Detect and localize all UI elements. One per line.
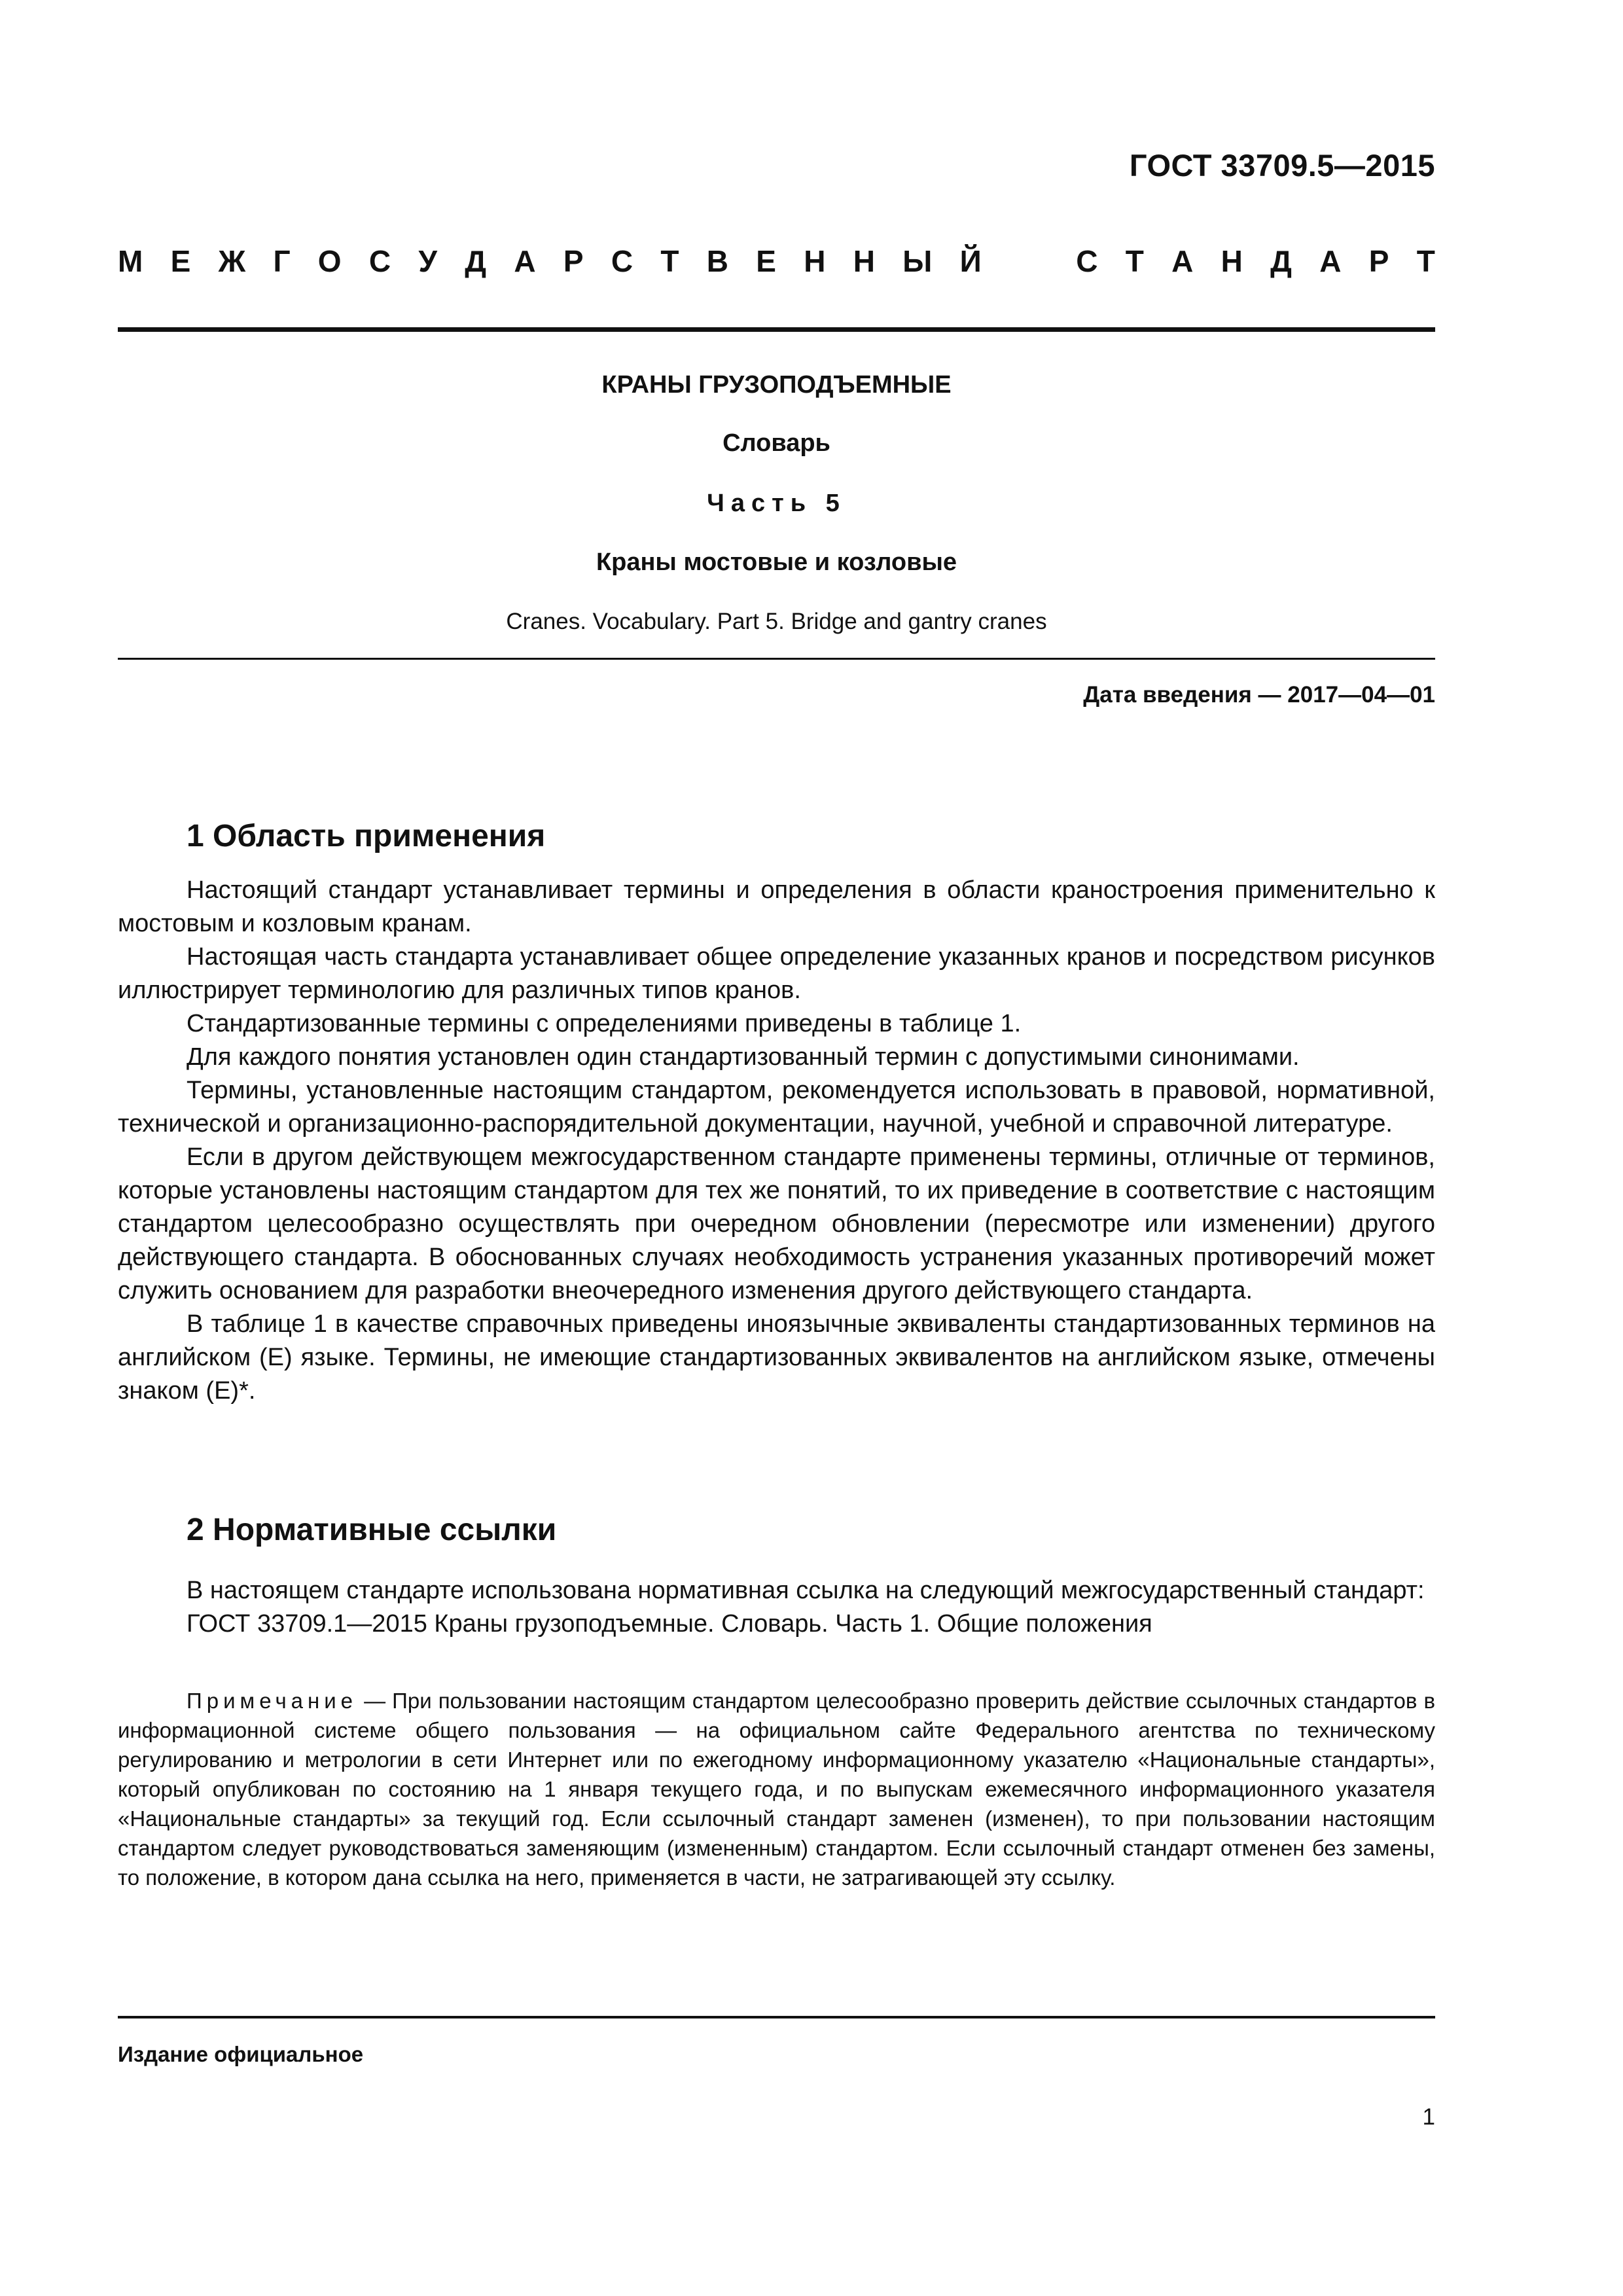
paragraph: Настоящий стандарт устанавливает термины и определения в области краностроения применительно к мостовым и козловым кранам.	[118, 876, 1435, 937]
paragraph: Настоящая часть стандарта устанавливает общее определение указанных кранов и посредством рисунков иллюстрирует терминологию для различных типов кранов.	[118, 943, 1435, 1004]
letter: Н	[804, 244, 826, 278]
paragraph: Стандартизованные термины с определениями приведены в таблице 1.	[187, 1010, 1022, 1037]
letter: Р	[563, 244, 584, 278]
title-subtitle: Словарь	[722, 429, 830, 457]
letter: Т	[1416, 244, 1435, 278]
letter: Т	[1125, 244, 1144, 278]
paragraph: В таблице 1 в качестве справочных приведены иноязычные эквиваленты стандартизованных терминов на английском (Е) языке. Термины, не имеющие стандартизованных эквивалентов на английском языке, отмечены знаком (Е)*.	[118, 1310, 1435, 1405]
note	[118, 1686, 1435, 1892]
letter: Н	[853, 244, 875, 278]
paragraph: В настоящем стандарте использована нормативная ссылка на следующий межгосударственный стандарт:	[187, 1577, 1425, 1604]
standard-type-heading	[118, 243, 1435, 279]
letter: Г	[273, 244, 291, 278]
title-part: Часть 5	[707, 490, 846, 517]
title-name: Краны мостовые и козловые	[596, 548, 957, 576]
section-body-scope	[118, 874, 1435, 1408]
page-number: 1	[1422, 2104, 1435, 2130]
footer-divider	[118, 2016, 1435, 2018]
letter: С	[611, 244, 633, 278]
letter: Ы	[902, 244, 933, 278]
letter: Е	[756, 244, 776, 278]
letter: А	[1171, 244, 1194, 278]
section-body-references	[118, 1574, 1435, 1641]
letter: У	[418, 244, 437, 278]
letter: Д	[1270, 244, 1292, 278]
letter: А	[1319, 244, 1342, 278]
paragraph: ГОСТ 33709.1—2015 Краны грузоподъемные. Словарь. Часть 1. Общие положения	[187, 1610, 1152, 1638]
title-english: Cranes. Vocabulary. Part 5. Bridge and gantry cranes	[506, 609, 1047, 634]
letter: О	[317, 244, 342, 278]
paragraph: Термины, установленные настоящим стандартом, рекомендуется использовать в правовой, нормативной, технической и организационно-распорядительной документации, научной, учебной и справочной литературе.	[118, 1077, 1435, 1138]
letter: С	[1076, 244, 1098, 278]
letter: А	[514, 244, 536, 278]
letter: Н	[1221, 244, 1243, 278]
section-heading-scope: 1 Область применения	[187, 819, 546, 853]
document-number: ГОСТ 33709.5—2015	[1129, 148, 1435, 183]
section-heading-references: 2 Нормативные ссылки	[187, 1513, 557, 1547]
paragraph: Если в другом действующем межгосударственном стандарте применены термины, отличные от терминов, которые установлены настоящим стандартом для тех же понятий, то их приведение в соответствие с настоящим стандартом целесообразно осуществлять при очередном обновлении (пересмотре или изменении) другого действующего стандарта. В обоснованных случаях необходимость устранения указанных противоречий может служить основанием для разработки внеочередного изменения другого действующего стандарта.	[118, 1143, 1435, 1304]
top-divider	[118, 327, 1435, 332]
letter: С	[368, 244, 391, 278]
letter: Ж	[218, 244, 246, 278]
note-label: Примечание	[187, 1689, 358, 1713]
letter: М	[118, 244, 143, 278]
letter: Т	[660, 244, 679, 278]
word-gap	[1009, 243, 1048, 279]
edition-label: Издание официальное	[118, 2042, 364, 2066]
title-main: КРАНЫ ГРУЗОПОДЪЕМНЫЕ	[601, 371, 952, 399]
paragraph: Для каждого понятия установлен один стандартизованный термин с допустимыми синонимами.	[187, 1043, 1300, 1071]
letter: Р	[1368, 244, 1389, 278]
letter: Д	[465, 244, 487, 278]
letter: Е	[170, 244, 191, 278]
letter: Й	[959, 244, 982, 278]
introduction-date: Дата введения — 2017—04—01	[1083, 682, 1435, 708]
letter: В	[706, 244, 728, 278]
note-text: — При пользовании настоящим стандартом целесообразно проверить действие ссылочных стандартов в информационной системе общего пользования — на официальном сайте Федерального агентства по техническому регулированию и метрологии в сети Интернет или по ежегодному информационному указателю «Национальные стандарты», который опубликован по состоянию на 1 января текущего года, и по выпускам ежемесячного информационного указателя «Национальные стандарты» за текущий год. Если ссылочный стандарт заменен (изменен), то при пользовании настоящим стандартом следует руководствоваться заменяющим (измененным) стандартом. Если ссылочный стандарт отменен без замены, то положение, в котором дана ссылка на него, применяется в части, не затрагивающей эту ссылку.	[118, 1689, 1435, 1890]
title-divider	[118, 658, 1435, 660]
